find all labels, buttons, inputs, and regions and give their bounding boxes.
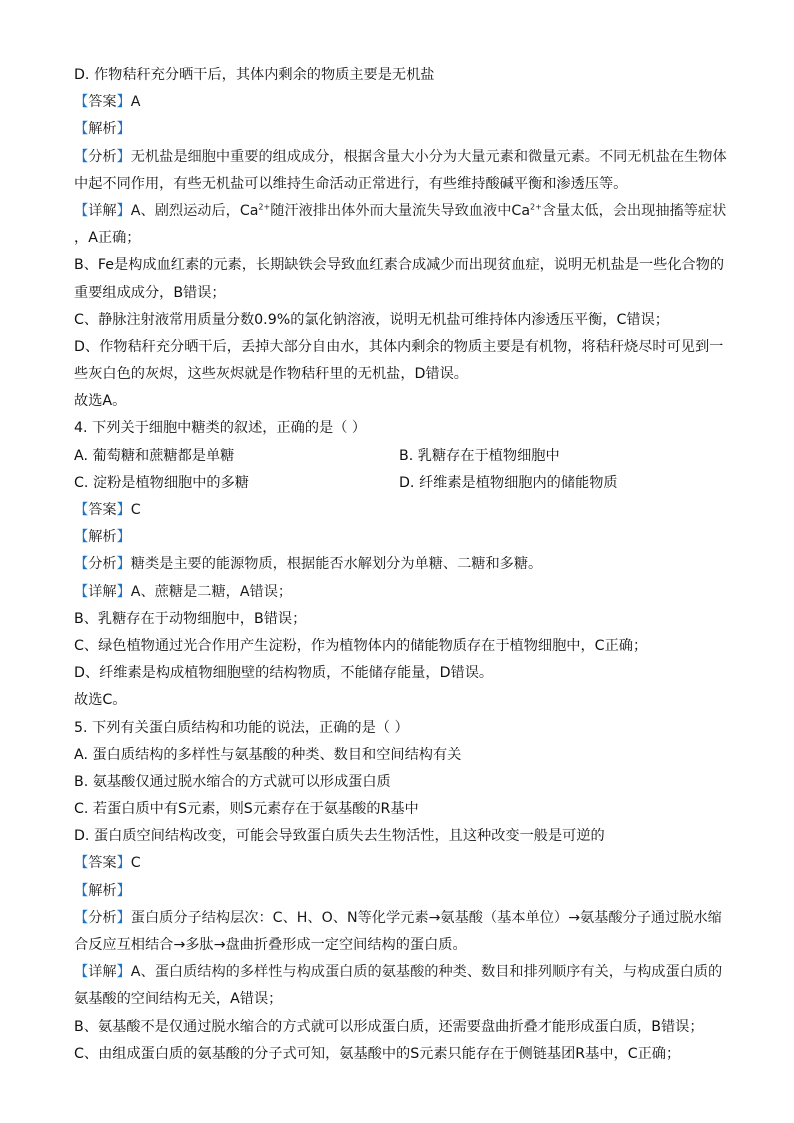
- q5-xiangjie-a-line-1: 【详解】A、蛋白质结构的多样性与构成蛋白质的氨基酸的种类、数目和排列顺序有关，与构成蛋白质的: [74, 964, 723, 981]
- q4-option-d: D. 纤维素是植物细胞内的储能物质: [399, 474, 618, 491]
- analysis-tag: 解析: [88, 882, 117, 899]
- answer-tag: 答案: [88, 94, 117, 111]
- fenxi-tag: 分析: [88, 148, 117, 165]
- xiangjie-text: A、剧烈运动后，Ca: [130, 202, 259, 219]
- q5-stem: 5. 下列有关蛋白质结构和功能的说法，正确的是（ ）: [74, 719, 409, 736]
- q4-analysis-heading: 【解析】: [74, 529, 131, 546]
- answer-tag: 答案: [88, 502, 117, 518]
- q3-xiangjie-a-line-1: 【详解】A、剧烈运动后，$Ca^{2+}$随汗液排出体外而大量流失导致血液中$Ca^{2+}$含量太低，会出现抽搐等症状: [74, 202, 727, 219]
- answer-tag: 答案: [88, 855, 117, 872]
- q3-answer: 【答案】A: [74, 94, 141, 111]
- q5-xiangjie-a-line-2: 氨基酸的空间结构无关，A错误；: [74, 991, 283, 1008]
- xiangjie-text: 随汗液排出体外而大量流失导致血液中Ca: [270, 202, 531, 219]
- q4-fenxi: 【分析】糖类是主要的能源物质，根据能否水解划分为单糖、二糖和多糖。: [74, 556, 543, 573]
- xiangjie-text: A、蛋白质结构的多样性与构成蛋白质的氨基酸的种类、数目和排列顺序有关，与构成蛋白质的: [130, 964, 723, 981]
- xiangjie-text: 含量太低，会出现抽搐等症状: [541, 202, 727, 219]
- q4-xiangjie-a: 【详解】A、蔗糖是二糖，A错误；: [74, 583, 293, 600]
- q5-option-c: C. 若蛋白质中有S元素，则S元素存在于氨基酸的R基中: [74, 801, 419, 818]
- q5-answer: 【答案】C: [74, 855, 141, 872]
- q3-xiangjie-a-line-2: ，A正确；: [74, 230, 141, 247]
- q5-xiangjie-b: B、氨基酸不是仅通过脱水缩合的方式就可以形成蛋白质，还需要盘曲折叠才能形成蛋白质，B错误；: [74, 1018, 704, 1035]
- fenxi-text: 蛋白质分子结构层次：C、H、O、N等化学元素→氨基酸（基本单位）→氨基酸分子通过脱水缩: [130, 909, 722, 926]
- q5-option-d: D. 蛋白质空间结构改变，可能会导致蛋白质失去生物活性，且这种改变一般是可逆的: [74, 828, 605, 845]
- answer-value: A: [130, 94, 141, 111]
- superscript: 2+: [258, 202, 271, 212]
- q3-xiangjie-d-line-1: D、作物秸秆充分晒干后，丢掉大部分自由水，其体内剩余的物质主要是有机物，将秸秆烧尽时可见到一: [74, 338, 724, 355]
- q3-fenxi-line-1: 【分析】无机盐是细胞中重要的组成成分，根据含量大小分为大量元素和微量元素。不同无机盐在生物体: [74, 148, 727, 165]
- q3-xiangjie-b-line-2: 重要组成成分，B错误；: [74, 284, 226, 301]
- q5-analysis-heading: 【解析】: [74, 882, 131, 899]
- q4-option-b: B. 乳糖存在于植物细胞中: [399, 447, 560, 464]
- q3-option-d: D. 作物秸秆充分晒干后，其体内剩余的物质主要是无机盐: [74, 67, 435, 83]
- q4-xiangjie-c: C、绿色植物通过光合作用产生淀粉，作为植物体内的储能物质存在于植物细胞中，C正确；: [74, 637, 648, 654]
- answer-value: C: [130, 855, 141, 872]
- xiangjie-tag: 详解: [88, 202, 117, 219]
- fenxi-text: 糖类是主要的能源物质，根据能否水解划分为单糖、二糖和多糖。: [130, 556, 543, 573]
- q5-option-b: B. 氨基酸仅通过脱水缩合的方式就可以形成蛋白质: [74, 773, 391, 790]
- fenxi-tag: 分析: [88, 909, 117, 926]
- xiangjie-tag: 详解: [88, 583, 117, 600]
- analysis-tag: 解析: [88, 529, 117, 546]
- xiangjie-text: A、蔗糖是二糖，A错误；: [130, 583, 293, 600]
- q4-xiangjie-d: D、纤维素是构成植物细胞壁的结构物质，不能储存能量，D错误。: [74, 665, 494, 682]
- q4-options-row-2: [74, 470, 726, 497]
- q5-fenxi-line-1: 【分析】蛋白质分子结构层次：C、H、O、N等化学元素→氨基酸（基本单位）→氨基酸分子通过脱水缩: [74, 909, 722, 926]
- q5-fenxi-line-2: 合反应互相结合→多肽→盘曲折叠形成一定空间结构的蛋白质。: [74, 937, 467, 953]
- q4-stem: 4. 下列关于细胞中糖类的叙述，正确的是（ ）: [74, 420, 367, 437]
- q4-conclusion: 故选C。: [74, 692, 127, 709]
- q5-option-a: A. 蛋白质结构的多样性与氨基酸的种类、数目和空间结构有关: [74, 746, 462, 763]
- q4-answer: 【答案】C: [74, 502, 141, 518]
- fenxi-text: 无机盐是细胞中重要的组成成分，根据含量大小分为大量元素和微量元素。不同无机盐在生物体: [130, 148, 727, 165]
- q3-xiangjie-d-line-2: 些灰白色的灰烬，这些灰烬就是作物秸秆里的无机盐，D错误。: [74, 366, 468, 383]
- q3-conclusion: 故选A。: [74, 393, 127, 410]
- q4-option-c: C. 淀粉是植物细胞中的多糖: [74, 474, 249, 491]
- q4-option-a: A. 葡萄糖和蔗糖都是单糖: [74, 447, 235, 464]
- q4-options-row-1: [74, 443, 726, 470]
- page-content: [74, 62, 726, 1068]
- answer-value: C: [130, 502, 141, 518]
- superscript: 2+: [530, 202, 542, 212]
- q4-xiangjie-b: B、乳糖存在于动物细胞中，B错误；: [74, 610, 307, 627]
- analysis-tag: 解析: [88, 121, 117, 138]
- q3-xiangjie-b-line-1: B、Fe是构成血红素的元素，长期缺铁会导致血红素合成减少而出现贫血症，说明无机盐是一些化合物的: [74, 257, 725, 274]
- q3-fenxi-line-2: 中起不同作用，有些无机盐可以维持生命活动正常进行，有些维持酸碱平衡和渗透压等。: [74, 175, 628, 192]
- q5-xiangjie-c: C、由组成蛋白质的氨基酸的分子式可知，氨基酸中的S元素只能存在于侧链基团R基中，C正确；: [74, 1045, 681, 1062]
- xiangjie-tag: 详解: [88, 964, 117, 981]
- q3-xiangjie-c: C、静脉注射液常用质量分数0.9%的氯化钠溶液，说明无机盐可维持体内渗透压平衡，C错误；: [74, 311, 669, 328]
- q3-analysis-heading: 【解析】: [74, 121, 131, 138]
- fenxi-tag: 分析: [88, 556, 117, 573]
